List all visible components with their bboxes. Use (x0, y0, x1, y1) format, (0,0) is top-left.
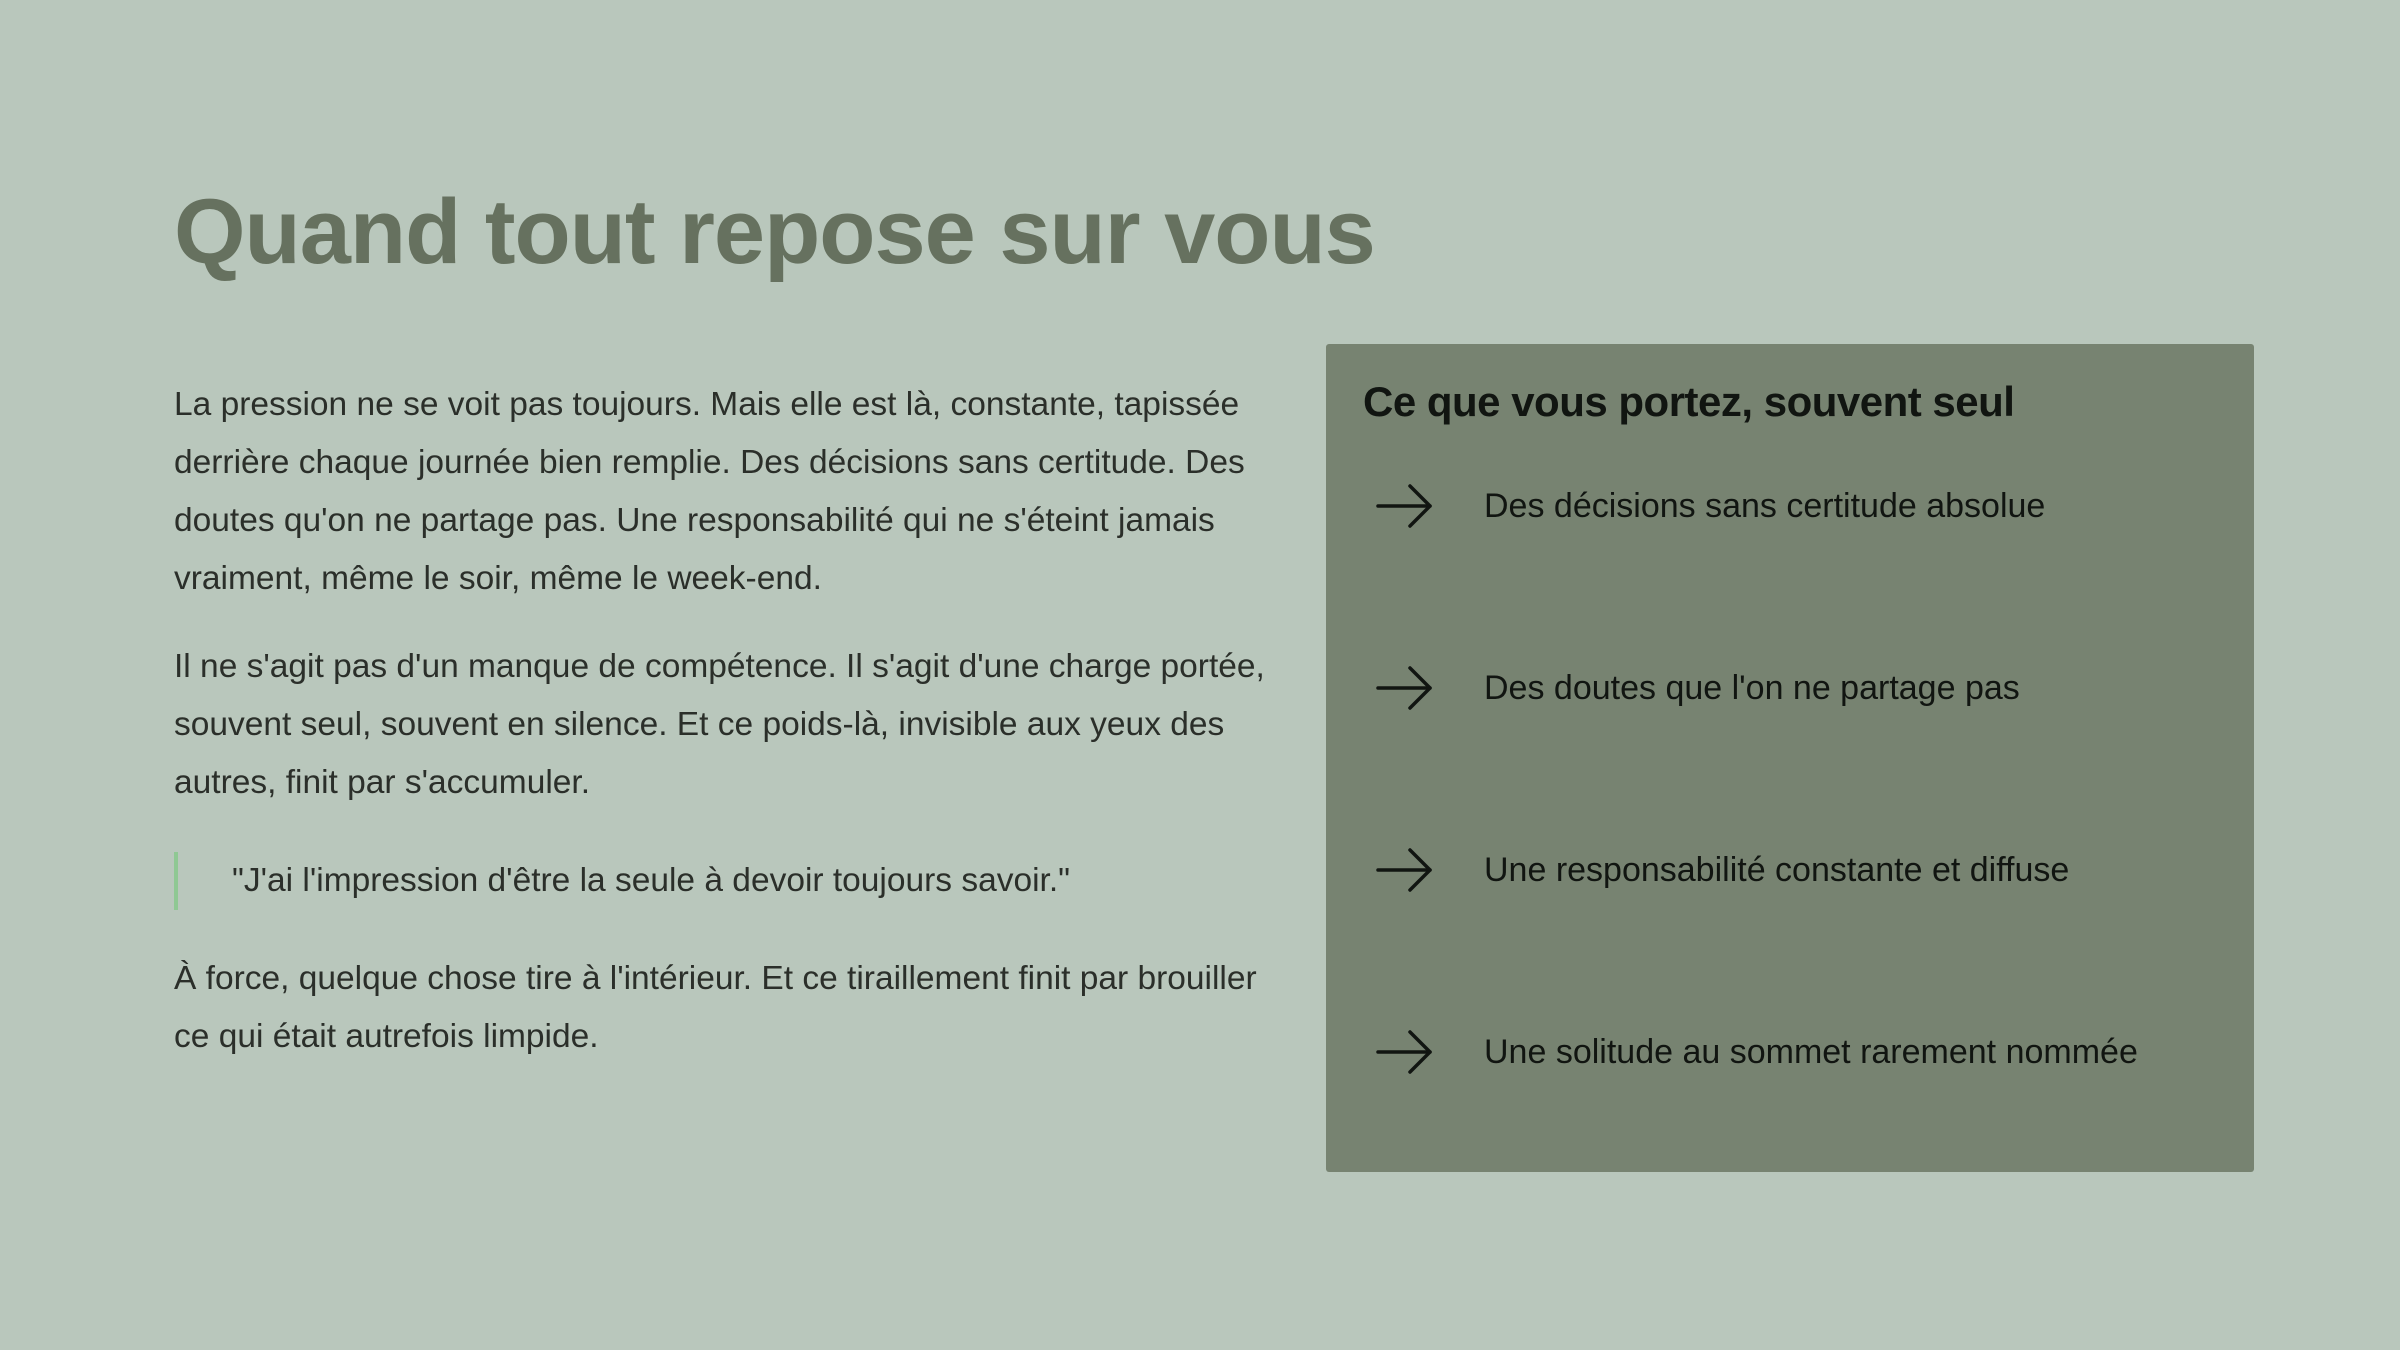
burden-card (1326, 344, 2254, 1172)
list-item-label: Une solitude au sommet rarement nommée (1484, 1032, 2138, 1071)
quote: "J'ai l'impression d'être la seule à devoir toujours savoir." (174, 852, 1274, 910)
arrow-right-icon (1374, 840, 1434, 900)
list-item (1374, 1022, 2138, 1082)
arrow-right-icon (1374, 476, 1434, 536)
body-text (174, 376, 1274, 1066)
list-item (1374, 840, 2069, 900)
list-item-label: Des décisions sans certitude absolue (1484, 486, 2046, 525)
paragraph-burden: Il ne s'agit pas d'un manque de compétence. Il s'agit d'une charge portée, souvent seul, souvent en silence. Et ce poids-là, invisible aux yeux des autres, finit par s'accumuler. (174, 648, 1265, 801)
list-item (1374, 476, 2045, 536)
list-item (1374, 658, 2020, 718)
paragraph-pressure: La pression ne se voit pas toujours. Mais elle est là, constante, tapissée derrière chaque journée bien remplie. Des décisions sans certitude. Des doutes qu'on ne partage pas. Une responsabilité qui ne s'éteint jamais vraiment, même le soir, même le week-end. (174, 386, 1245, 597)
arrow-right-icon (1374, 1022, 1434, 1082)
page-title: Quand tout repose sur vous (174, 181, 1375, 283)
arrow-right-icon (1374, 658, 1434, 718)
card-title: Ce que vous portez, souvent seul (1363, 378, 2015, 425)
list-item-label: Des doutes que l'on ne partage pas (1484, 668, 2020, 707)
paragraph-closing: À force, quelque chose tire à l'intérieur. Et ce tiraillement finit par brouiller ce qui était autrefois limpide. (174, 960, 1257, 1055)
list-item-label: Une responsabilité constante et diffuse (1484, 850, 2070, 889)
